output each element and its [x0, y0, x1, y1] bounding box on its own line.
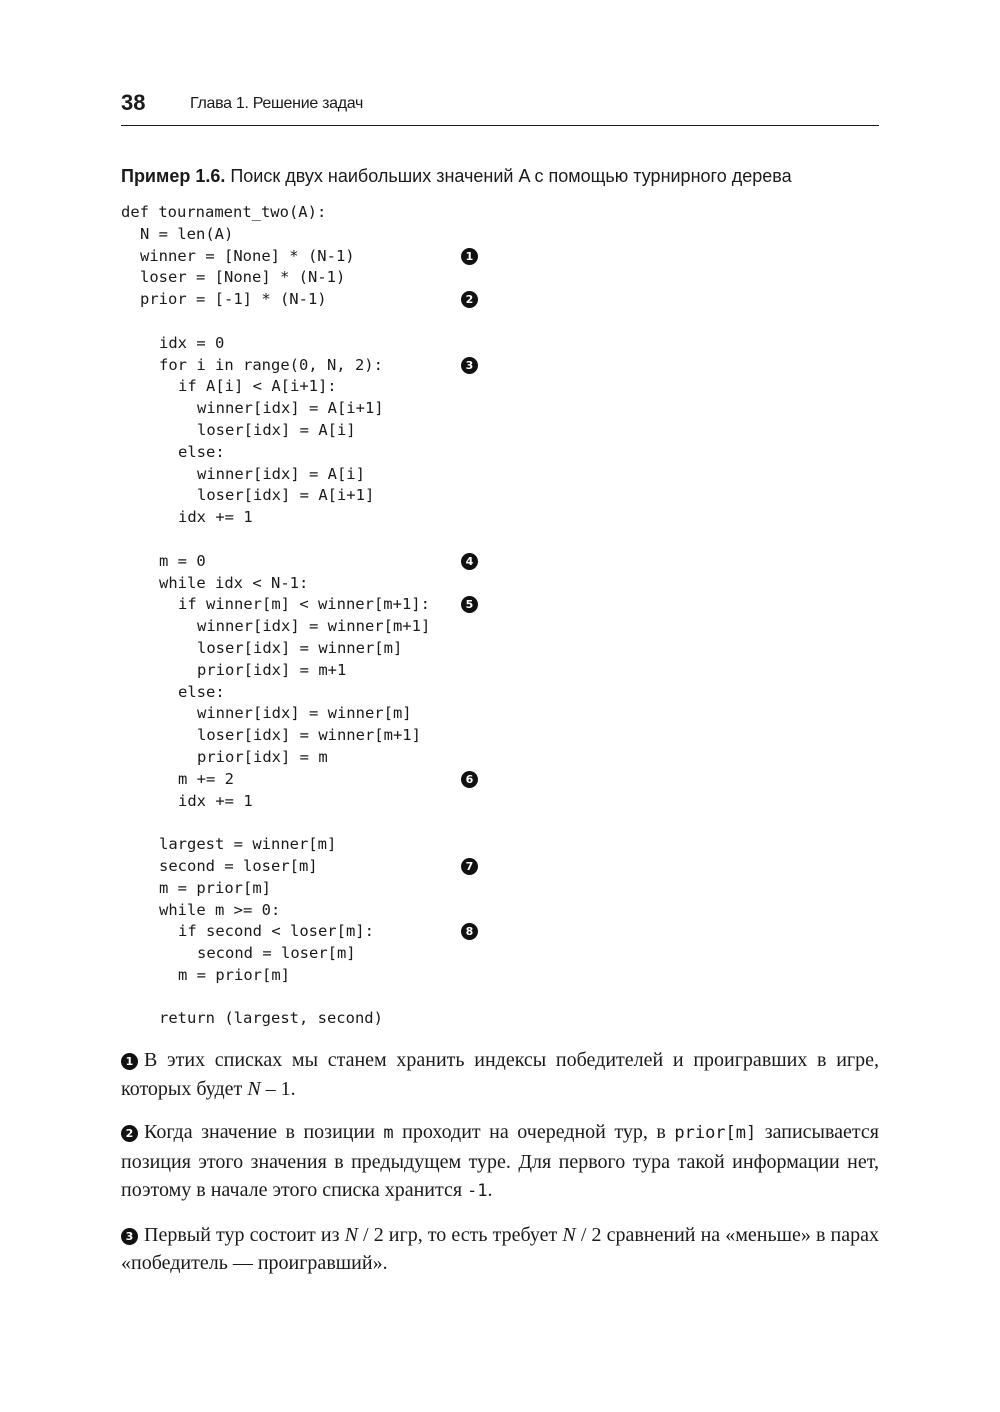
code-line	[121, 682, 601, 704]
inline-code: -1	[467, 1181, 488, 1201]
code-text: N = len(A)	[140, 224, 234, 243]
code-text: loser = [None] * (N-1)	[140, 268, 346, 287]
page-number: 38	[121, 90, 146, 115]
callout-notes	[121, 1046, 879, 1293]
code-line	[121, 289, 601, 311]
code-text: else:	[178, 442, 225, 461]
code-line	[121, 856, 601, 878]
code-line	[121, 791, 601, 813]
running-head: Глава 1. Решение задач	[190, 95, 364, 112]
code-line	[121, 878, 601, 900]
callout-marker-icon: 3	[461, 357, 478, 374]
code-line	[121, 703, 601, 725]
code-text: winner[idx] = A[i+1]	[197, 399, 384, 418]
math-variable: N	[344, 1223, 358, 1246]
code-line	[121, 987, 601, 1009]
callout-marker-icon: 5	[461, 596, 478, 613]
code-text: prior = [-1] * (N-1)	[140, 290, 327, 309]
code-line	[121, 485, 601, 507]
note-text: проходит на очередной тур, в	[393, 1121, 675, 1143]
code-line	[121, 529, 601, 551]
code-line	[121, 267, 601, 289]
code-line	[121, 464, 601, 486]
code-line	[121, 246, 601, 268]
example-caption	[121, 166, 792, 187]
callout-marker-icon: 3	[121, 1228, 138, 1245]
code-text: if winner[m] < winner[m+1]:	[178, 595, 430, 614]
code-text: while idx < N-1:	[159, 573, 309, 592]
code-text: winner = [None] * (N-1)	[140, 246, 355, 265]
code-line	[121, 551, 601, 573]
code-line	[121, 311, 601, 333]
callout-marker-icon: 6	[461, 771, 478, 788]
code-line	[121, 333, 601, 355]
code-line	[121, 507, 601, 529]
code-text: prior[idx] = m+1	[197, 660, 347, 679]
code-line	[121, 573, 601, 595]
page-header	[121, 88, 879, 126]
code-listing	[121, 202, 601, 1030]
code-text: second = loser[m]	[159, 856, 318, 875]
code-text: prior[idx] = m	[197, 747, 328, 766]
code-line	[121, 943, 601, 965]
example-title: Поиск двух наибольших значений A с помощью турнирного дерева	[230, 166, 792, 186]
code-text: while m >= 0:	[159, 900, 281, 919]
code-text: idx += 1	[178, 791, 253, 810]
math-variable: N	[247, 1077, 261, 1100]
note-text: Когда значение в позиции	[144, 1121, 384, 1143]
code-line	[121, 921, 601, 943]
code-line	[121, 594, 601, 616]
code-text: winner[idx] = A[i]	[197, 464, 365, 483]
math-variable: N	[562, 1223, 576, 1246]
note-text: В этих списках мы станем хранить индексы победителей и проигравших в игре, которых будет	[121, 1049, 879, 1100]
code-line	[121, 660, 601, 682]
note-paragraph	[121, 1118, 879, 1206]
note-paragraph	[121, 1046, 879, 1103]
code-text: loser[idx] = A[i]	[197, 420, 356, 439]
note-text: Первый тур состоит из	[144, 1223, 345, 1246]
callout-marker-icon: 1	[461, 248, 478, 265]
callout-marker-icon: 2	[461, 291, 478, 308]
callout-marker-icon: 2	[121, 1125, 138, 1142]
callout-marker-icon: 1	[121, 1053, 138, 1070]
code-text: m += 2	[178, 769, 234, 788]
callout-marker-icon: 4	[461, 553, 478, 570]
inline-code: m	[383, 1123, 394, 1143]
code-text: m = 0	[159, 551, 206, 570]
code-line	[121, 725, 601, 747]
note-text: / 2 игр, то есть требует	[357, 1223, 563, 1246]
callout-marker-icon: 8	[461, 923, 478, 940]
note-text: .	[487, 1179, 493, 1201]
code-text: largest = winner[m]	[159, 835, 337, 854]
code-text: if A[i] < A[i+1]:	[178, 377, 337, 396]
note-paragraph	[121, 1221, 879, 1278]
code-text: loser[idx] = A[i+1]	[197, 486, 375, 505]
note-text: записывается позиция этого значения в предыдущем туре. Для первого тура такой информации нет, поэтому в начале этого списка хранится	[121, 1121, 879, 1201]
code-text: if second < loser[m]:	[178, 922, 374, 941]
code-line	[121, 965, 601, 987]
code-text: for i in range(0, N, 2):	[159, 355, 383, 374]
code-line	[121, 747, 601, 769]
code-line	[121, 834, 601, 856]
code-line	[121, 616, 601, 638]
code-text: loser[idx] = winner[m]	[197, 638, 403, 657]
note-text: – 1.	[260, 1077, 296, 1100]
code-line	[121, 442, 601, 464]
note-text: / 2 сравнений на «меньше» в парах «победитель — проигравший».	[121, 1223, 880, 1274]
code-text: idx += 1	[178, 508, 253, 527]
code-text: second = loser[m]	[197, 944, 356, 963]
example-label: Пример 1.6.	[121, 166, 226, 186]
code-line	[121, 224, 601, 246]
code-line	[121, 398, 601, 420]
code-text: return (largest, second)	[159, 1009, 383, 1028]
code-line	[121, 376, 601, 398]
code-line	[121, 355, 601, 377]
code-line	[121, 638, 601, 660]
code-text: winner[idx] = winner[m]	[197, 704, 412, 723]
inline-code: prior[m]	[674, 1123, 757, 1143]
code-line	[121, 202, 601, 224]
code-text: winner[idx] = winner[m+1]	[197, 617, 431, 636]
code-line	[121, 1008, 601, 1030]
code-text: m = prior[m]	[178, 965, 290, 984]
code-text: idx = 0	[159, 333, 225, 352]
code-text: m = prior[m]	[159, 878, 271, 897]
code-text: def tournament_two(A):	[121, 203, 327, 221]
code-line	[121, 769, 601, 791]
code-line	[121, 420, 601, 442]
code-text: else:	[178, 682, 225, 701]
callout-marker-icon: 7	[461, 858, 478, 875]
code-line	[121, 900, 601, 922]
code-line	[121, 812, 601, 834]
code-text: loser[idx] = winner[m+1]	[197, 726, 421, 745]
